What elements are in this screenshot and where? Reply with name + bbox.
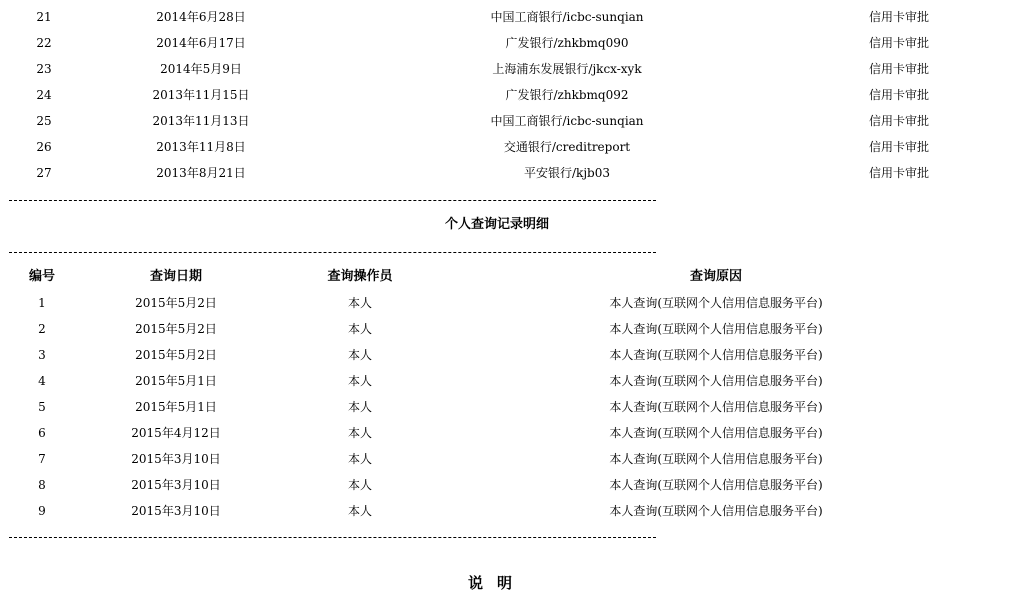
query-date: 2013年8月21日	[156, 166, 246, 180]
query-reason: 信用卡审批	[868, 10, 930, 24]
record-number: 24	[36, 88, 52, 102]
record-number: 2	[38, 322, 46, 336]
record-number: 4	[38, 374, 46, 388]
query-reason: 本人查询(互联网个人信用信息服务平台)	[609, 452, 823, 466]
table-header-row	[0, 267, 1028, 293]
query-reason: 信用卡审批	[868, 140, 930, 154]
query-reason: 信用卡审批	[868, 166, 930, 180]
section-title: 个人查询记录明细	[444, 217, 550, 232]
query-date: 2015年4月12日	[131, 426, 221, 440]
query-date: 2015年5月2日	[135, 296, 217, 310]
record-number: 25	[36, 114, 52, 128]
query-date: 2014年6月28日	[156, 10, 246, 24]
query-date: 2015年3月10日	[131, 452, 221, 466]
explanation-title: 说明	[467, 574, 527, 592]
record-number: 8	[38, 478, 46, 492]
query-date: 2013年11月8日	[156, 140, 246, 154]
query-reason: 本人查询(互联网个人信用信息服务平台)	[609, 348, 823, 362]
table-row	[0, 59, 1028, 85]
query-operator: 本人	[347, 426, 373, 440]
query-date: 2014年5月9日	[160, 62, 242, 76]
table-row	[0, 423, 1028, 449]
record-number: 23	[36, 62, 52, 76]
record-number: 6	[38, 426, 46, 440]
table-row	[0, 345, 1028, 371]
query-date: 2015年5月2日	[135, 322, 217, 336]
table-row	[0, 475, 1028, 501]
query-operator: 本人	[347, 400, 373, 414]
query-date: 2013年11月15日	[152, 88, 250, 102]
record-number: 5	[38, 400, 46, 414]
query-operator: 平安银行/kjb03	[524, 166, 610, 180]
query-operator: 本人	[347, 504, 373, 518]
column-header-date: 查询日期	[149, 269, 203, 284]
query-reason: 本人查询(互联网个人信用信息服务平台)	[609, 296, 823, 310]
query-date: 2015年3月10日	[131, 504, 221, 518]
column-header-number: 编号	[28, 269, 56, 284]
query-reason: 信用卡审批	[868, 114, 930, 128]
record-number: 1	[38, 296, 46, 310]
query-date: 2014年6月17日	[156, 36, 246, 50]
query-date: 2015年3月10日	[131, 478, 221, 492]
record-number: 7	[38, 452, 46, 466]
query-operator: 本人	[347, 374, 373, 388]
table-row	[0, 371, 1028, 397]
table-row	[0, 7, 1028, 33]
table-row	[0, 449, 1028, 475]
table-row	[0, 319, 1028, 345]
table-row	[0, 111, 1028, 137]
table-row	[0, 163, 1028, 189]
column-header-operator: 查询操作员	[327, 269, 393, 284]
table-row	[0, 397, 1028, 423]
query-operator: 本人	[347, 478, 373, 492]
query-operator: 中国工商银行/icbc-sunqian	[490, 114, 644, 128]
query-operator: 上海浦东发展银行/jkcx-xyk	[492, 62, 642, 76]
record-number: 26	[36, 140, 52, 154]
query-reason: 本人查询(互联网个人信用信息服务平台)	[609, 374, 823, 388]
record-number: 27	[36, 166, 52, 180]
record-number: 21	[36, 10, 52, 24]
query-reason: 本人查询(互联网个人信用信息服务平台)	[609, 400, 823, 414]
record-number: 22	[36, 36, 52, 50]
record-number: 9	[38, 504, 46, 518]
query-reason: 信用卡审批	[868, 36, 930, 50]
dashed-divider	[9, 252, 656, 253]
record-number: 3	[38, 348, 46, 362]
dashed-divider	[9, 537, 656, 538]
query-reason: 信用卡审批	[868, 62, 930, 76]
query-operator: 本人	[347, 348, 373, 362]
query-reason: 本人查询(互联网个人信用信息服务平台)	[609, 478, 823, 492]
dashed-divider	[9, 200, 656, 201]
query-operator: 本人	[347, 322, 373, 336]
table-row	[0, 33, 1028, 59]
query-operator: 本人	[347, 452, 373, 466]
query-operator: 广发银行/zhkbmq092	[505, 88, 629, 102]
query-reason: 信用卡审批	[868, 88, 930, 102]
query-date: 2015年5月1日	[135, 400, 217, 414]
query-date: 2015年5月2日	[135, 348, 217, 362]
query-reason: 本人查询(互联网个人信用信息服务平台)	[609, 426, 823, 440]
query-date: 2013年11月13日	[152, 114, 250, 128]
query-operator: 交通银行/creditreport	[503, 140, 631, 154]
query-reason: 本人查询(互联网个人信用信息服务平台)	[609, 322, 823, 336]
query-operator: 广发银行/zhkbmq090	[505, 36, 629, 50]
query-date: 2015年5月1日	[135, 374, 217, 388]
query-operator: 本人	[347, 296, 373, 310]
column-header-reason: 查询原因	[689, 269, 743, 284]
table-row	[0, 293, 1028, 319]
query-operator: 中国工商银行/icbc-sunqian	[490, 10, 644, 24]
query-reason: 本人查询(互联网个人信用信息服务平台)	[609, 504, 823, 518]
table-row	[0, 85, 1028, 111]
table-row	[0, 137, 1028, 163]
table-row	[0, 501, 1028, 527]
